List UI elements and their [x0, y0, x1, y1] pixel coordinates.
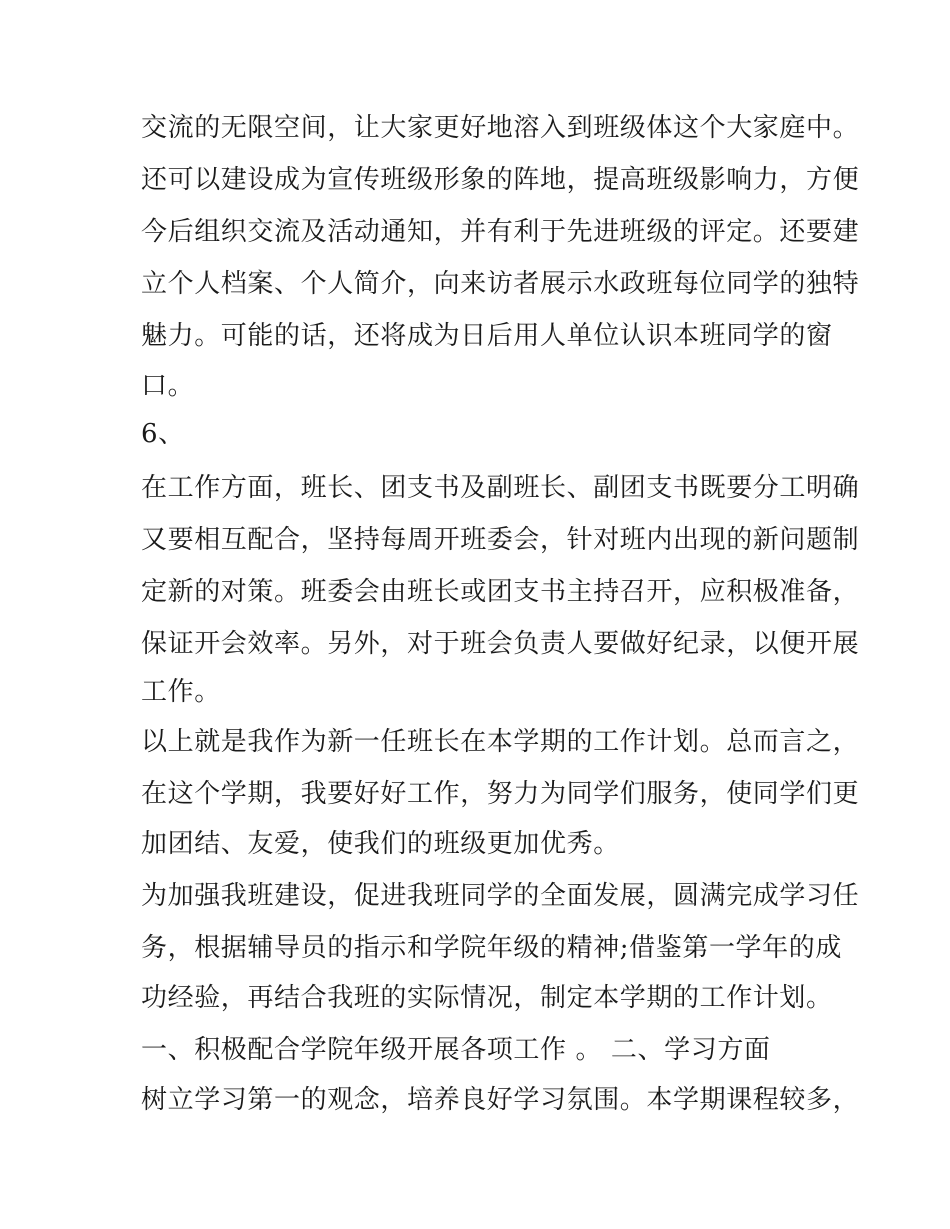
- text-line: 又要相互配合，坚持每周开班委会，针对班内出现的新问题制: [141, 525, 860, 555]
- text-line: 保证开会效率。另外，对于班会负责人要做好纪录，以便开展: [141, 629, 860, 659]
- heading-line: 一、积极配合学院年级开展各项工作 。 二、学习方面: [141, 1035, 771, 1065]
- text-line: 为加强我班建设，促进我班同学的全面发展，圆满完成学习任: [141, 881, 860, 911]
- text-line: 加团结、友爱，使我们的班级更加优秀。: [141, 829, 620, 859]
- text-line: 交流的无限空间，让大家更好地溶入到班级体这个大家庭中。: [141, 113, 860, 143]
- text-line: 今后组织交流及活动通知，并有利于先进班级的评定。还要建: [141, 217, 860, 247]
- text-line: 立个人档案、个人简介，向来访者展示水政班每位同学的独特: [141, 269, 860, 299]
- text-line: 口。: [141, 371, 195, 401]
- text-line: 功经验，再结合我班的实际情况，制定本学期的工作计划。: [141, 983, 833, 1013]
- text-line: 务，根据辅导员的指示和学院年级的精神;借鉴第一学年的成: [141, 933, 842, 963]
- text-line: 魅力。可能的话，还将成为日后用人单位认识本班同学的窗: [141, 321, 833, 351]
- text-line: 以上就是我作为新一任班长在本学期的工作计划。总而言之，: [141, 727, 860, 757]
- text-line: 在这个学期，我要好好工作，努力为同学们服务，使同学们更: [141, 779, 860, 809]
- text-line: 定新的对策。班委会由班长或团支书主持召开，应积极准备，: [141, 577, 860, 607]
- section-number: 6、: [141, 419, 185, 449]
- text-line: 还可以建设成为宣传班级形象的阵地，提高班级影响力，方便: [141, 165, 860, 195]
- text-line: 工作。: [141, 677, 221, 707]
- text-line: 树立学习第一的观念，培养良好学习氛围。本学期课程较多，: [141, 1085, 860, 1115]
- text-line: 在工作方面，班长、团支书及副班长、副团支书既要分工明确: [141, 473, 860, 503]
